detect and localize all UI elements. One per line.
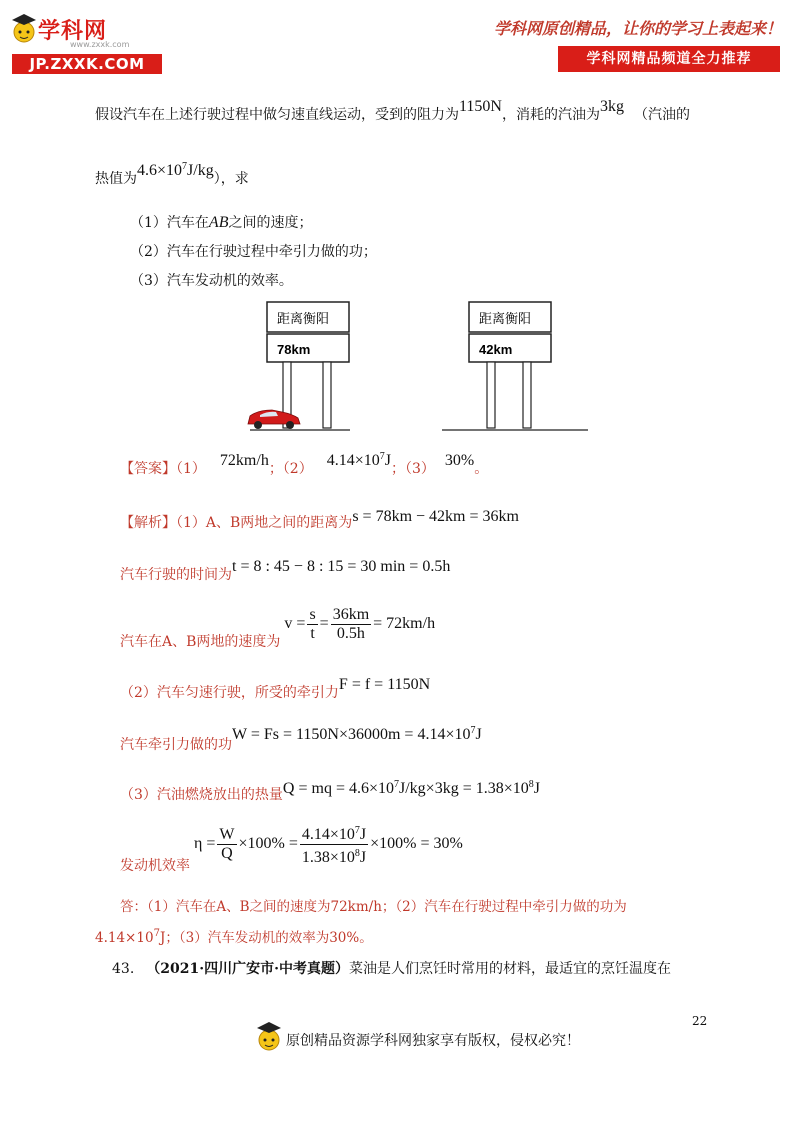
sign-b [469,302,551,428]
speed-equation: v = $\frac{s}{t}$ = $\frac{36km}{0.5h}$ = 72km/h [284,606,436,642]
resistance-value: 1150N [459,98,502,115]
question-text: 菜油是人们烹饪时常用的材料，最适宜的烹饪温度在 [348,961,671,977]
question-2: （2）汽车在行驶过程中牵引力做的功； [130,244,377,260]
question-number: 43. [112,961,135,977]
analysis-line-7: 发动机效率 η = $\frac{W}{Q}$ ×100% = $\frac{4.14\times 10^7J}{1.38\times 10^8J}$ ×100% = 30% [120,822,463,867]
analysis-line-2: 汽车行驶的时间为t = 8 : 45 − 8 : 15 = 30 min = 0.5h [120,558,451,583]
heat-value-line [95,161,249,188]
analysis-label: 【解析】 [120,515,176,531]
answer-work: $4.14\times 10^7J$ [326,451,391,469]
question-source: （2021·四川广安市·中考真题） [146,961,349,977]
ab-symbol: AB [208,214,229,231]
heat-tail: ），求 [213,171,249,187]
logo-subtext: www.zxxk.com [70,40,130,49]
answer-label: 【答案】 [120,461,176,477]
footer-mascot-icon [255,1018,285,1058]
intro-text-3: （汽油的 [633,107,690,123]
answer-efficiency: 30% [444,452,475,469]
question-3: （3）汽车发动机的效率。 [130,273,293,289]
sign-b-top: 距离衡阳 [479,312,532,327]
sign-b-bottom: 42km [479,342,513,357]
analysis-line-5: 汽车牵引力做的功$W = Fs = 1150N\times 36000m = 4.14\times 10^7J$ [120,725,482,753]
conclusion-line-1: 答：（1）汽车在A、B之间的速度为72km/h；（2）汽车在行驶过程中牵引力做的功为 [120,899,627,915]
conclusion-line-2: $4.14\times 10^7J$；（3）汽车发动机的效率为30%。 [95,928,373,946]
sign-a-bottom: 78km [277,342,311,357]
logo-url: JP.ZXXK.COM [12,54,162,74]
efficiency-equation: η = $\frac{W}{Q}$ ×100% = $\frac{4.14\times 10^7J}{1.38\times 10^8J}$ ×100% = 30% [190,835,463,852]
footer-copyright: 原创精品资源学科网独家享有版权，侵权必究！ [286,1033,580,1049]
analysis-line-3: 汽车在A、B两地的速度为 v = $\frac{s}{t}$ = $\frac{36km}{0.5h}$ = 72km/h [120,606,436,651]
sign-a [267,302,349,428]
question-1: （1）汽车在AB之间的速度； [130,214,313,231]
header-banner: 学科网精品频道全力推荐 [558,46,780,72]
header-slogan: 学科网原创精品，让你的学习上表起来！ [493,19,782,38]
answer-line: 【答案】（1） 72km/h；（2） $4.14\times 10^7J$；（3） 30%。 [120,451,489,477]
next-question [112,958,671,978]
page-number: 22 [692,1014,708,1028]
analysis-line-6: （3）汽油燃烧放出的热量Q = mq = $4.6\times 10^7J/kg\times 3kg = 1.38\times 10^8J$ [120,779,540,803]
intro-text-1: 假设汽车在上述行驶过程中做匀速直线运动，受到的阻力为 [95,107,459,123]
heat-value: $4.6\times 10^7J/kg$ [137,161,214,179]
analysis-line-1: 【解析】（1）A、B两地之间的距离为s = 78km − 42km = 36km [120,508,519,531]
mascot-icon [10,10,40,50]
heat-label: 热值为 [95,171,137,187]
road-signs-figure [230,296,590,436]
fuel-mass-value: 3kg [599,98,624,115]
car-icon [248,410,300,429]
analysis-line-4: （2）汽车匀速行驶，所受的牵引力F = f = 1150N [120,676,431,701]
intro-text-2: ，消耗的汽油为 [501,107,600,123]
logo-text: 学科网 [38,19,108,44]
logo [10,10,160,74]
sign-a-top: 距离衡阳 [277,312,330,327]
answer-speed: 72km/h [219,452,269,469]
problem-intro-line [95,98,690,124]
